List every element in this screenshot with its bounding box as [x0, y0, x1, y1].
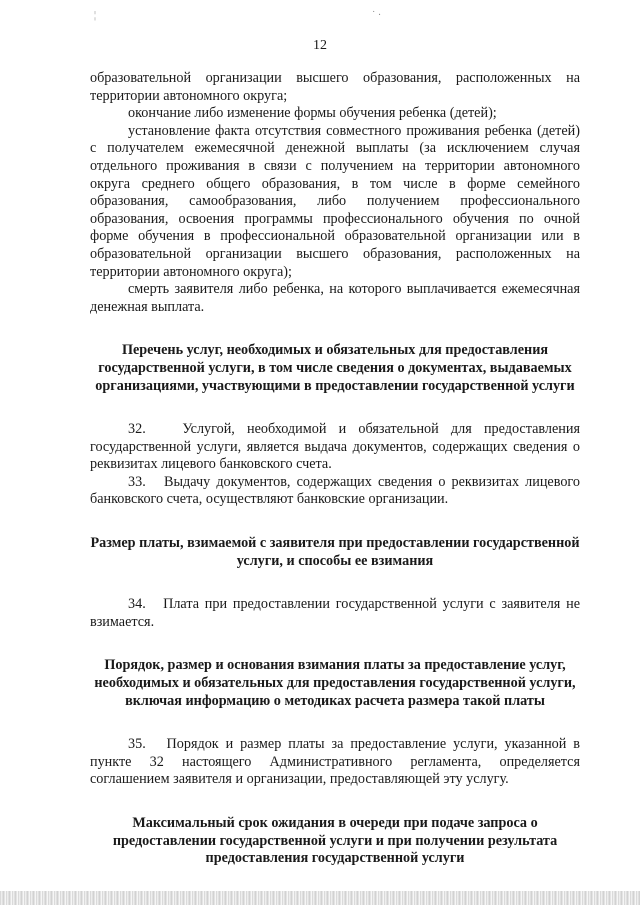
heading-required-services: Перечень услуг, необходимых и обязательных для предоставления государственной услуги, в том числе сведения о документах, выдаваемых организациями, участвующими в предоставлении государственной услуги [95, 342, 575, 394]
item-32: 32. Услугой, необходимой и обязательной для предоставления государственной услуги, является выдача документов, содержащих сведения о реквизитах лицевого банковского счета. [90, 421, 580, 473]
page-number: 12 [313, 38, 327, 53]
heading-fee-procedure: Порядок, размер и основания взимания платы за предоставление услуг, необходимых и обязательных для предоставления государственной услуги, включая информацию о методиках расчета размера такой платы [94, 657, 576, 709]
item-35: 35. Порядок и размер платы за предоставление услуги, указанной в пункте 32 настоящего Административного регламента, определяется соглашением заявителя и организации, предоставляющей эту услугу. [90, 736, 580, 788]
heading-queue-time: Максимальный срок ожидания в очереди при подаче запроса о предоставлении государственной услуги и при получении результата предоставления государственной услуги [112, 815, 558, 867]
scan-edge-noise [0, 891, 640, 905]
document-body [90, 70, 580, 868]
item-33: 33. Выдачу документов, содержащих сведения о реквизитах лицевого банковского счета, осуществляют банковские организации. [90, 473, 580, 508]
scan-mark-icon: ¦ [94, 10, 97, 21]
scan-mark-icon: ˙ · [372, 10, 382, 21]
paragraph-continuation: образовательной организации высшего образования, расположенных на территории автономного округа; [90, 70, 580, 104]
item-34: 34. Плата при предоставлении государственной услуги с заявителя не взимается. [90, 596, 580, 630]
paragraph-form-change: окончание либо изменение формы обучения ребенка (детей); [128, 105, 497, 122]
paragraph-cohabitation: установление факта отсутствия совместного проживания ребенка (детей) с получателем ежемесячной денежной выплаты (за исключением случая отдельного проживания в связи с получением на территории автономного округа среднего общего образования, в том числе в форме семейного образования, самообразования, либо получением профессионального образования, освоения программы профессионального обучения по очной форме обучения в профессиональной образовательной организации или в образовательной организации высшего образования, расположенных на территории автономного округа); [90, 122, 580, 280]
heading-fee-amount: Размер платы, взимаемой с заявителя при предоставлении государственной услуги, и способы ее взимания [90, 535, 580, 569]
paragraph-death: смерть заявителя либо ребенка, на которого выплачивается ежемесячная денежная выплата. [90, 281, 580, 315]
